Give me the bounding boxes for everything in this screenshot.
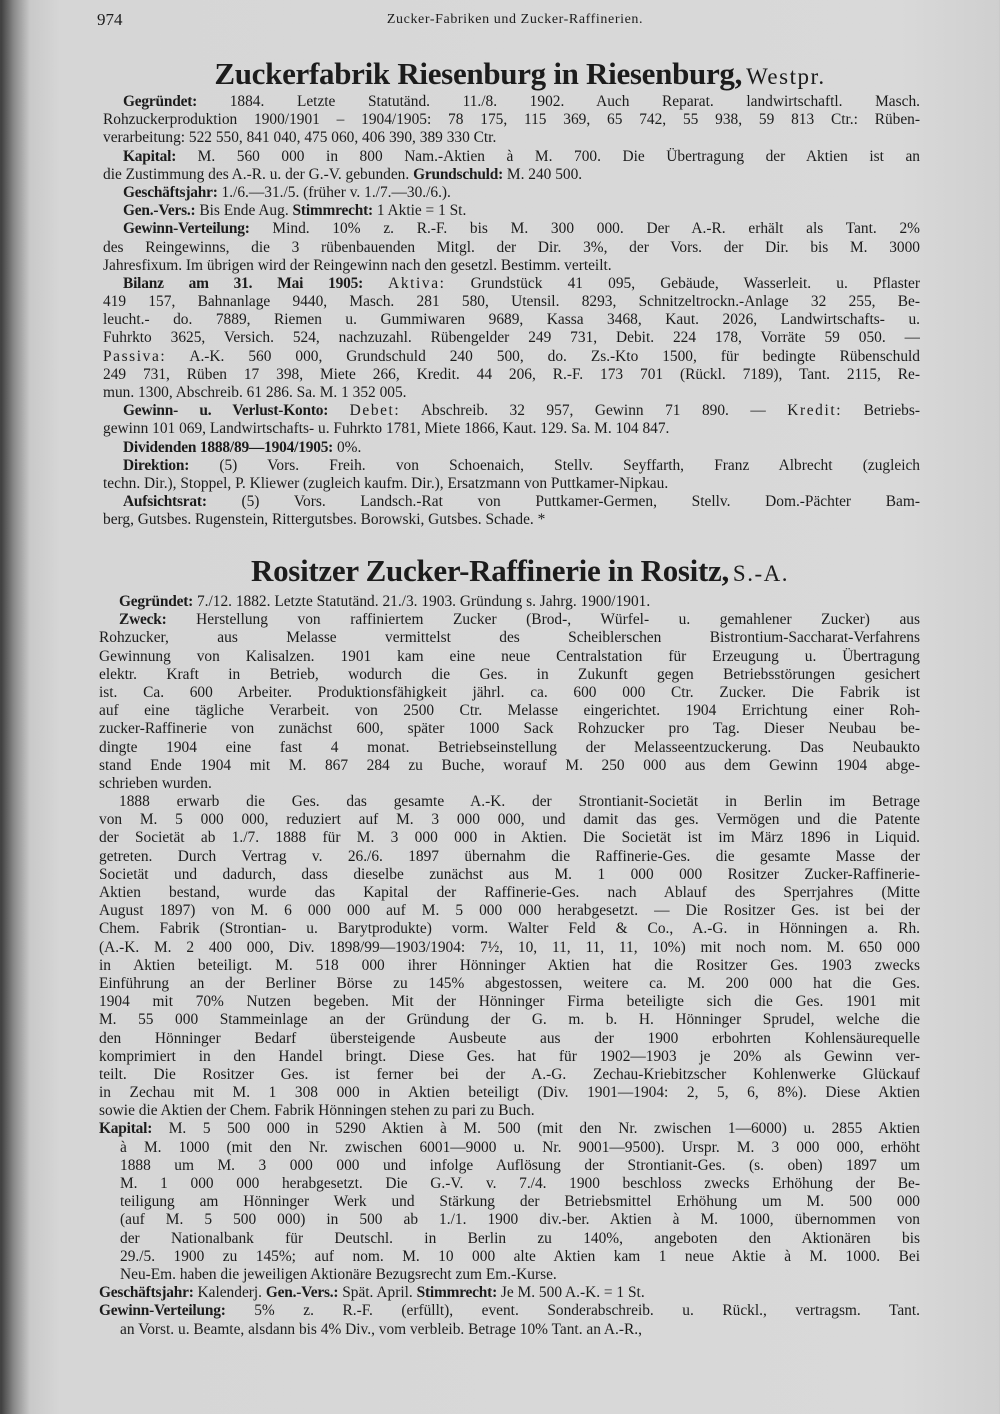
section-label: Stimmrecht:	[416, 1284, 498, 1302]
subsection-label: Kredit:	[787, 402, 843, 420]
text-line	[99, 757, 920, 775]
body-text: zucker-Raffinerie von zunächst 600, später 1000 Sack Rohzucker pro Tag. Dieser Neubau be-	[99, 720, 920, 738]
body-text: der Societät ab 1./7. 1888 für M. 3 000 000 in Aktien. Die Societät ist im März 1896 in Liquid.	[99, 829, 920, 847]
body-text: Rohzuckerproduktion 1900/1901 – 1904/1905: 78 175, 115 369, 65 742, 55 938, 59 813 Ctr.: Rüben-	[103, 111, 920, 129]
paragraph	[103, 93, 920, 148]
body-text: Bis Ende Aug.	[195, 202, 293, 220]
text-line	[99, 793, 920, 811]
text-line	[99, 1139, 920, 1157]
text-line	[99, 593, 920, 611]
subsection-label: Debet:	[349, 402, 401, 420]
body-text: Herstellung von raffiniertem Zucker (Brod-, Würfel- u. gemahlener Zucker) aus	[166, 611, 920, 629]
text-line	[103, 457, 920, 475]
body-text: à M. 1000 (mit den Nr. zwischen 6001—9000 u. Nr. 9001—9500). Urspr. M. 3 000 000, erhöht	[120, 1138, 920, 1156]
running-head: Zucker-Fabriken und Zucker-Raffinerien.	[386, 12, 644, 27]
text-line	[103, 184, 920, 202]
text-line	[99, 611, 920, 629]
body-text: 249 731, Rüben 17 398, Miete 266, Kredit. 44 206, R.-F. 173 701 (Rückl. 7189), Tant. 2115, Re-	[103, 365, 920, 383]
section-label: Direktion:	[123, 456, 190, 474]
body-text: leucht.- do. 7889, Riemen u. Gummiwaren 9689, Kassa 3468, Kaut. 2026, Landwirtschafts- u.	[103, 311, 920, 329]
text-line	[99, 720, 920, 738]
text-line	[103, 329, 920, 347]
text-line	[103, 166, 920, 184]
body-text	[363, 275, 388, 292]
body-text: berg, Gutsbes. Rugenstein, Rittergutsbes. Borowski, Gutsbes. Schade. *	[103, 511, 546, 529]
text-line	[99, 1066, 920, 1084]
body-text: Kalenderj.	[193, 1284, 266, 1302]
company-region: S.-A.	[732, 561, 789, 586]
body-text: 29./5. 1900 zu 145%; auf nom. M. 10 000 alte Aktien kam 1 neue Aktie à M. 1000. Bei	[120, 1247, 920, 1265]
section-label: Gen.-Vers.:	[265, 1284, 339, 1302]
paragraph	[99, 593, 920, 611]
body-text: verarbeitung: 522 550, 841 040, 475 060, 406 390, 389 330 Ctr.	[103, 129, 497, 147]
body-text: der Nationalbank für Deutschl. in Berlin zu 140%, angeboten den Aktionären bis	[120, 1229, 920, 1247]
body-text: gewinn 101 069, Landwirtschafts- u. Fuhrkto 1781, Miete 1866, Kaut. 129. Sa. M. 104 847.	[103, 420, 670, 438]
body-text: komprimiert in den Handel bringt. Diese Ges. hat für 1902—1903 je 20% als Gewinn ver-	[99, 1047, 920, 1065]
text-line	[99, 884, 920, 902]
section-label: Kapital:	[123, 147, 177, 165]
text-line	[103, 348, 920, 366]
body-text: (5) Vors. Landsch.-Rat von Puttkamer-Germen, Stellv. Dom.-Pächter Bam-	[206, 493, 920, 511]
paragraph	[103, 457, 920, 493]
text-line	[103, 239, 920, 257]
section-label: Zweck:	[119, 611, 167, 629]
text-line	[103, 129, 920, 147]
text-line	[103, 439, 920, 457]
body-text: Mind. 10% z. R.-F. bis M. 300 000. Der A.-R. erhält als Tant. 2%	[249, 220, 920, 238]
text-line	[99, 1030, 920, 1048]
body-text: 1904 mit 70% Nutzen begeben. Mit der Hönninger Firma beteiligte sich die Ges. 1901 mit	[99, 993, 920, 1011]
paragraph	[99, 1120, 920, 1284]
text-line	[99, 1120, 920, 1138]
body-text: Jahresfixum. Im übrigen wird der Reingewinn nach den gesetzl. Bestimm. verteilt.	[103, 256, 612, 274]
body-text: M. 240 500.	[503, 165, 583, 183]
section-label: Gewinn-Verteilung:	[99, 1302, 226, 1320]
body-text: in Zechau mit M. 1 308 000 in Aktien beteiligt (Div. 1901—1904: 2, 5, 6, 8%). Diese Aktien	[99, 1084, 920, 1102]
section-label: Gewinn-Verteilung:	[123, 220, 250, 238]
body-text: dingte 1904 eine fast 4 monat. Betriebseinstellung der Melasseentzuckerung. Das Neubaukto	[99, 738, 920, 756]
subsection-label: Passiva:	[103, 347, 167, 365]
body-text: Je M. 500 A.-K. = 1 St.	[497, 1284, 645, 1302]
text-line	[103, 311, 920, 329]
text-line	[103, 220, 920, 238]
body-text: die Zustimmung des A.-R. u. der G.-V. gebunden.	[103, 165, 414, 183]
text-line	[99, 684, 920, 702]
text-line	[99, 1248, 920, 1266]
text-line	[99, 739, 920, 757]
text-line	[103, 202, 920, 220]
section-label: Stimmrecht:	[292, 202, 373, 220]
body-text: Grundstück 41 095, Gebäude, Wasserleit. u. Pflaster	[445, 274, 920, 292]
text-line	[103, 420, 920, 438]
company-title-rositz	[0, 553, 1000, 589]
text-line	[103, 257, 920, 275]
body-text: 1 Aktie = 1 St.	[372, 202, 467, 220]
text-line	[99, 920, 920, 938]
section-label: Geschäftsjahr:	[99, 1284, 194, 1302]
text-line	[99, 1230, 920, 1248]
text-line	[99, 975, 920, 993]
body-text: A.-K. 560 000, Grundschuld 240 500, do. Zs.-Kto 1500, für bedingte Rübenschuld	[166, 347, 920, 365]
text-line	[99, 1084, 920, 1102]
section-label: Gewinn- u. Verlust-Konto:	[123, 402, 329, 420]
body-text: 1888 erwarb die Ges. das gesamte A.-K. der Strontianit-Societät in Berlin im Betrage	[119, 793, 920, 811]
body-text: Chem. Fabrik (Strontian- u. Barytprodukte) vorm. Walter Feld & Co., A.-G. in Hönningen a. Rh.	[99, 920, 920, 938]
body-text: M. 5 500 000 in 5290 Aktien à M. 500 (mit den Nr. zwischen 1—6000) u. 2855 Aktien	[152, 1120, 920, 1138]
body-text: Fuhrkto 3625, Versich. 524, nachzuzahl. Rübengelder 249 731, Debit. 224 178, Vorräte 59 050. —	[103, 329, 920, 347]
text-line	[99, 702, 920, 720]
body-text: von M. 5 000 000, reduziert auf M. 3 000 000, und damit das ges. Vermögen und die Patente	[99, 811, 920, 829]
paragraph	[103, 148, 920, 184]
paragraph	[99, 1302, 920, 1338]
body-text: Einführung an der Berliner Börse zu 145% abgestossen, weitere ca. M. 200 000 hat die Ges.	[99, 974, 920, 992]
text-line	[99, 1011, 920, 1029]
text-line	[103, 493, 920, 511]
body-text: M. 560 000 in 800 Nam.-Aktien à M. 700. Die Übertragung der Aktien ist an	[176, 147, 920, 165]
section-label: Bilanz am 31. Mai 1905:	[123, 274, 363, 292]
text-line	[103, 275, 920, 293]
paragraph	[103, 275, 920, 402]
section-label: Gegründet:	[123, 93, 198, 110]
paragraph	[99, 611, 920, 793]
body-text: 5% z. R.-F. (erfüllt), event. Sonderabschreib. u. Rückl., vertragsm. Tant.	[225, 1302, 920, 1320]
text-line	[99, 1302, 920, 1320]
body-text: auf eine tägliche Verarbeit. von 2500 Ctr. Melasse eingerichtet. 1904 Errichtung einer Roh-	[99, 702, 920, 720]
body-text: 1./6.—31./5. (früher v. 1./7.—30./6.).	[217, 183, 451, 201]
text-line	[99, 1266, 920, 1284]
body-text: Societät und dadurch, dass dieselbe zunächst aus M. 1 000 000 Rositzer Zucker-Raffinerie-	[99, 865, 920, 883]
body-text: an Vorst. u. Beamte, alsdann bis 4% Div., vom verbleib. Betrage 10% Tant. an A.-R.,	[120, 1320, 642, 1338]
text-line	[99, 775, 920, 793]
paragraph	[103, 184, 920, 202]
body-text: in Aktien beteiligt. M. 518 000 ihrer Hönninger Aktien hat die Rositzer Ges. 1903 zwecks	[99, 956, 920, 974]
body-text: stand Ende 1904 mit M. 867 284 zu Buche, worauf M. 250 000 aus dem Gewinn 1904 abge-	[99, 756, 920, 774]
body-text: (auf M. 5 500 000) in 500 ab 1./1. 1900 div.-ber. Aktien à M. 1000, übernommen von	[120, 1211, 920, 1229]
text-line	[103, 511, 920, 529]
text-line	[99, 1048, 920, 1066]
company-title-riesenburg	[0, 56, 1000, 92]
text-line	[99, 957, 920, 975]
body-text: Betriebs-	[842, 402, 920, 420]
text-line	[103, 475, 920, 493]
body-text: schrieben wurden.	[99, 774, 212, 792]
text-line	[99, 666, 920, 684]
body-text: Aktien bestand, wurde das Kapital der Raffinerie-Ges. nach Ablauf des Sperrjahres (Mitte	[99, 884, 920, 901]
body-text: Neu-Em. haben die jeweiligen Aktionäre Bezugsrecht zum Em.-Kurse.	[120, 1265, 557, 1283]
text-line	[99, 829, 920, 847]
body-text: 1884. Letzte Statutänd. 11./8. 1902. Auch Reparat. landwirtschaftl. Masch.	[197, 93, 920, 110]
paragraph	[103, 439, 920, 457]
text-line	[103, 384, 920, 402]
body-text: 7./12. 1882. Letzte Statutänd. 21./3. 1903. Gründung s. Jahrg. 1900/1901.	[193, 593, 651, 610]
paragraph	[103, 402, 920, 438]
body-text: den Hönninger Bedarf übersteigende Ausbeute aus der 1900 erbohrten Kohlensäurequelle	[99, 1029, 920, 1047]
body-text: sowie die Aktien der Chem. Fabrik Hönningen stehen zu pari zu Buch.	[99, 1102, 535, 1120]
text-line	[99, 1175, 920, 1193]
section-label: Aufsichtsrat:	[123, 493, 207, 511]
text-line	[99, 848, 920, 866]
subsection-label: Aktiva:	[388, 274, 446, 292]
body-text: teiligung am Hönninger Werk und Stärkung der Betriebsmittel Erhöhung um M. 500 000	[120, 1193, 920, 1211]
paragraph	[99, 1284, 920, 1302]
body-text: 419 157, Bahnanlage 9440, Masch. 281 580, Utensil. 8293, Schnitzeltrockn.-Anlage 32 255, Be-	[103, 293, 920, 311]
text-line	[103, 293, 920, 311]
text-line	[99, 1102, 920, 1120]
text-line	[103, 366, 920, 384]
text-line	[103, 402, 920, 420]
paragraph	[99, 793, 920, 1120]
body-text: teilt. Die Rositzer Ges. ist ferner bei der A.-G. Zechau-Kriebitzscher Kohlenwerke Glückauf	[99, 1065, 920, 1083]
text-line	[103, 148, 920, 166]
body-text: techn. Dir.), Stoppel, P. Kliewer (zugleich kaufm. Dir.), Ersatzmann von Puttkamer-Nipkau.	[103, 474, 669, 492]
text-line	[99, 1284, 920, 1302]
text-line	[99, 902, 920, 920]
body-text: des Reingewinns, die 3 rübenbauenden Mitgl. der Dir. 3%, der Vors. der Dir. bis M. 3000	[103, 238, 920, 256]
section-label: Gegründet:	[119, 593, 194, 610]
body-text: M. 55 000 Stammeinlage an der Gründung der G. m. b. H. Hönninger Sprudel, welche die	[99, 1011, 920, 1029]
entry-rositz	[99, 593, 920, 1339]
body-text: Rohzucker, aus Melasse vermittelst des Scheiblerschen Bistrontium-Saccharat-Verfahrens	[99, 629, 920, 647]
body-text: getreten. Durch Vertrag v. 26./6. 1897 übernahm die Raffinerie-Ges. die gesamte Masse der	[99, 847, 920, 865]
body-text: (A.-K. M. 2 400 000, Div. 1898/99—1903/1904: 7½, 10, 11, 11, 11, 10%) mit noch nom. M. 650 000	[99, 938, 920, 956]
text-line	[99, 811, 920, 829]
entry-riesenburg	[103, 93, 920, 530]
paragraph	[103, 493, 920, 529]
paragraph	[103, 220, 920, 275]
text-line	[103, 93, 920, 111]
text-line	[103, 111, 920, 129]
company-name: Rositzer Zucker-Raffinerie in Rositz,	[251, 553, 729, 588]
text-line	[99, 1157, 920, 1175]
body-text: Gewinnung von Kalisalzen. 1901 kam eine neue Centralstation für Erzeugung u. Übertragung	[99, 647, 920, 665]
body-text: August 1897) von M. 6 000 000 auf M. 5 000 000 herabgesetzt. — Die Rositzer Ges. ist bei der	[99, 902, 920, 920]
text-line	[99, 1211, 920, 1229]
body-text: M. 1 000 000 herabgesetzt. Die G.-V. v. 7./4. 1900 beschloss zwecks Erhöhung der Be-	[120, 1175, 920, 1192]
body-text: 1888 um M. 3 000 000 und infolge Auflösung der Strontianit-Ges. (s. oben) 1897 um	[120, 1156, 920, 1174]
body-text: (5) Vors. Freih. von Schoenaich, Stellv. Seyffarth, Franz Albrecht (zugleich	[189, 456, 920, 474]
text-line	[99, 866, 920, 884]
page-number: 974	[97, 10, 123, 29]
text-line	[99, 993, 920, 1011]
company-region: Westpr.	[746, 64, 826, 89]
text-line	[99, 939, 920, 957]
section-label: Geschäftsjahr:	[123, 183, 218, 201]
text-line	[99, 648, 920, 666]
body-text: Abschreib. 32 957, Gewinn 71 890. —	[400, 402, 788, 420]
body-text: elektr. Kraft in Betrieb, wodurch die Ges. in Zukunft gegen Betriebsstörungen gesichert	[99, 665, 920, 683]
body-text	[328, 402, 350, 419]
section-label: Grundschuld:	[413, 165, 504, 183]
body-text: ist. Ca. 600 Arbeiter. Produktionsfähigkeit jährl. ca. 600 000 Ctr. Zucker. Die Fabrik ist	[99, 683, 920, 701]
text-line	[99, 1193, 920, 1211]
section-label: Kapital:	[99, 1120, 153, 1138]
text-line	[99, 1321, 920, 1339]
body-text: Spät. April.	[338, 1284, 417, 1302]
company-name: Zuckerfabrik Riesenburg in Riesenburg,	[214, 56, 743, 91]
body-text: mun. 1300, Abschreib. 61 286. Sa. M. 1 352 005.	[103, 384, 407, 401]
section-label: Dividenden 1888/89—1904/1905:	[123, 438, 334, 456]
text-line	[99, 629, 920, 647]
paragraph	[103, 202, 920, 220]
section-label: Gen.-Vers.:	[123, 202, 196, 220]
body-text: 0%.	[333, 438, 362, 456]
